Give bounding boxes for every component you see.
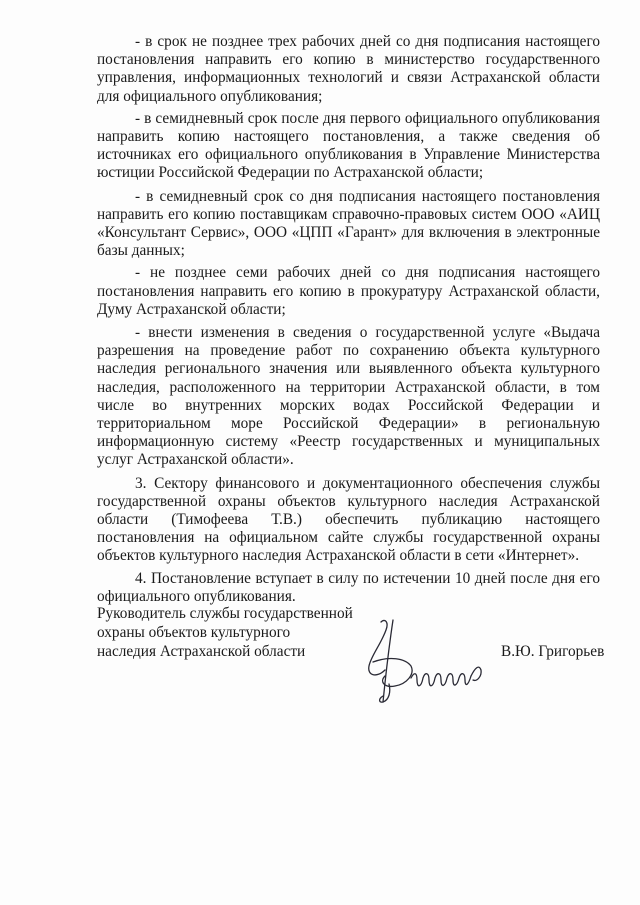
paragraph-effective-date: 4. Постановление вступает в силу по истечении 10 дней после дня его официального опубликования. bbox=[97, 569, 600, 605]
signatory-position bbox=[97, 604, 353, 661]
handwritten-signature bbox=[359, 614, 499, 709]
paragraph-copy-to-justice: - в семидневный срок после дня первого официального опубликования направить копию настоящего постановления, а также сведения об источниках его официального опубликования в Управление Министерства юстиции Российской Федерации по Астраханской области; bbox=[97, 109, 600, 182]
paragraph-copy-to-ministry: - в срок не позднее трех рабочих дней со дня подписания настоящего постановления направить его копию в министерство государственного управления, информационных технологий и связи Астраханской области для официального опубликования; bbox=[97, 33, 600, 105]
signature-block bbox=[97, 604, 605, 714]
signatory-name: В.Ю. Григорьев bbox=[501, 643, 605, 660]
document-body bbox=[97, 33, 600, 606]
paragraph-copy-to-legal-systems: - в семидневный срок со дня подписания настоящего постановления направить его копию поставщикам справочно-правовых систем ООО «АИЦ «Консультант Сервис», ООО «ЦПП «Гарант» для включения в электронные базы данных; bbox=[97, 187, 600, 260]
paragraph-publication: 3. Сектору финансового и документационного обеспечения службы государственной охраны объектов культурного наследия Астраханской области (Тимофеева Т.В.) обеспечить публикацию настоящего постановления на официальном сайте службы государственной охраны объектов культурного наследия Астраханской области в сети «Интернет». bbox=[97, 474, 600, 565]
signatory-position-line: наследия Астраханской области bbox=[97, 643, 306, 660]
signatory-position-line: Руководитель службы государственной bbox=[97, 605, 353, 622]
paragraph-service-registry: - внести изменения в сведения о государственной услуге «Выдача разрешения на проведение работ по сохранению объекта культурного наследия регионального значения или выявленного объекта культурного наследия, расположенного на территории Астраханской области, в том числе во внутренних морских водах Российской Федерации и территориальном море Российской Федерации» в региональную информационную систему «Реестр государственных и муниципальных услуг Астраханской области». bbox=[97, 324, 600, 469]
paragraph-copy-to-prosecutor: - не позднее семи рабочих дней со дня подписания настоящего постановления направить его копию в прокуратуру Астраханской области, Думу Астраханской области; bbox=[97, 264, 600, 318]
signatory-position-line: охраны объектов культурного bbox=[97, 624, 291, 641]
